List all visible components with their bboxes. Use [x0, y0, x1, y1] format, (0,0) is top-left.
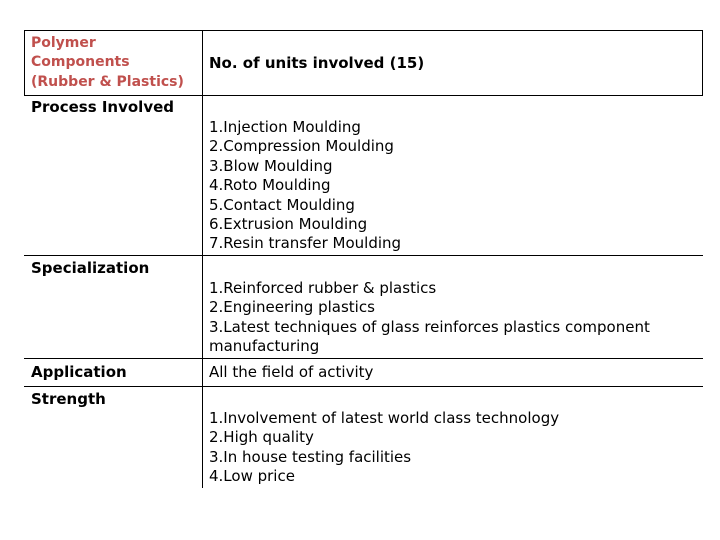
strength-list [209, 409, 559, 487]
list-item: 6.Extrusion Moulding [209, 214, 368, 233]
specialization-list [209, 279, 650, 357]
list-item: 1.Injection Moulding [209, 118, 361, 136]
column-divider [202, 30, 203, 488]
header-left-title [31, 34, 184, 92]
list-item: 7.Resin transfer Moulding [209, 234, 402, 253]
strength-label: Strength [31, 390, 106, 408]
list-item: 4.Low price [209, 467, 295, 486]
list-item: 1.Involvement of latest world class technology [209, 409, 560, 427]
list-item: manufacturing [209, 337, 320, 356]
list-item: 3.Blow Moulding [209, 156, 333, 175]
table-right-border [702, 30, 703, 96]
header-bottom-border [24, 95, 703, 96]
list-item: 2.Compression Moulding [209, 137, 394, 156]
list-item: 3.Latest techniques of glass reinforces plastics component [209, 317, 650, 336]
header-left-line: Components [31, 54, 130, 71]
table-left-border [24, 30, 25, 96]
specialization-row-divider [24, 358, 703, 359]
process-row-divider [24, 255, 703, 256]
process-list [209, 118, 401, 254]
list-item: 3.In house testing facilities [209, 447, 412, 466]
header-right-title: No. of units involved (15) [209, 54, 425, 72]
list-item: 2.Engineering plastics [209, 298, 375, 317]
application-row-divider [24, 386, 703, 387]
specialization-label: Specialization [31, 259, 150, 277]
application-value: All the field of activity [209, 363, 374, 381]
list-item: 2.High quality [209, 428, 314, 447]
header-left-line: Polymer [31, 35, 96, 51]
application-label: Application [31, 363, 127, 381]
list-item: 5.Contact Moulding [209, 195, 355, 214]
table-top-border [24, 30, 703, 31]
list-item: 1.Reinforced rubber & plastics [209, 279, 437, 297]
list-item: 4.Roto Moulding [209, 176, 331, 195]
header-left-line: (Rubber & Plastics) [31, 73, 184, 90]
process-label: Process Involved [31, 98, 175, 116]
